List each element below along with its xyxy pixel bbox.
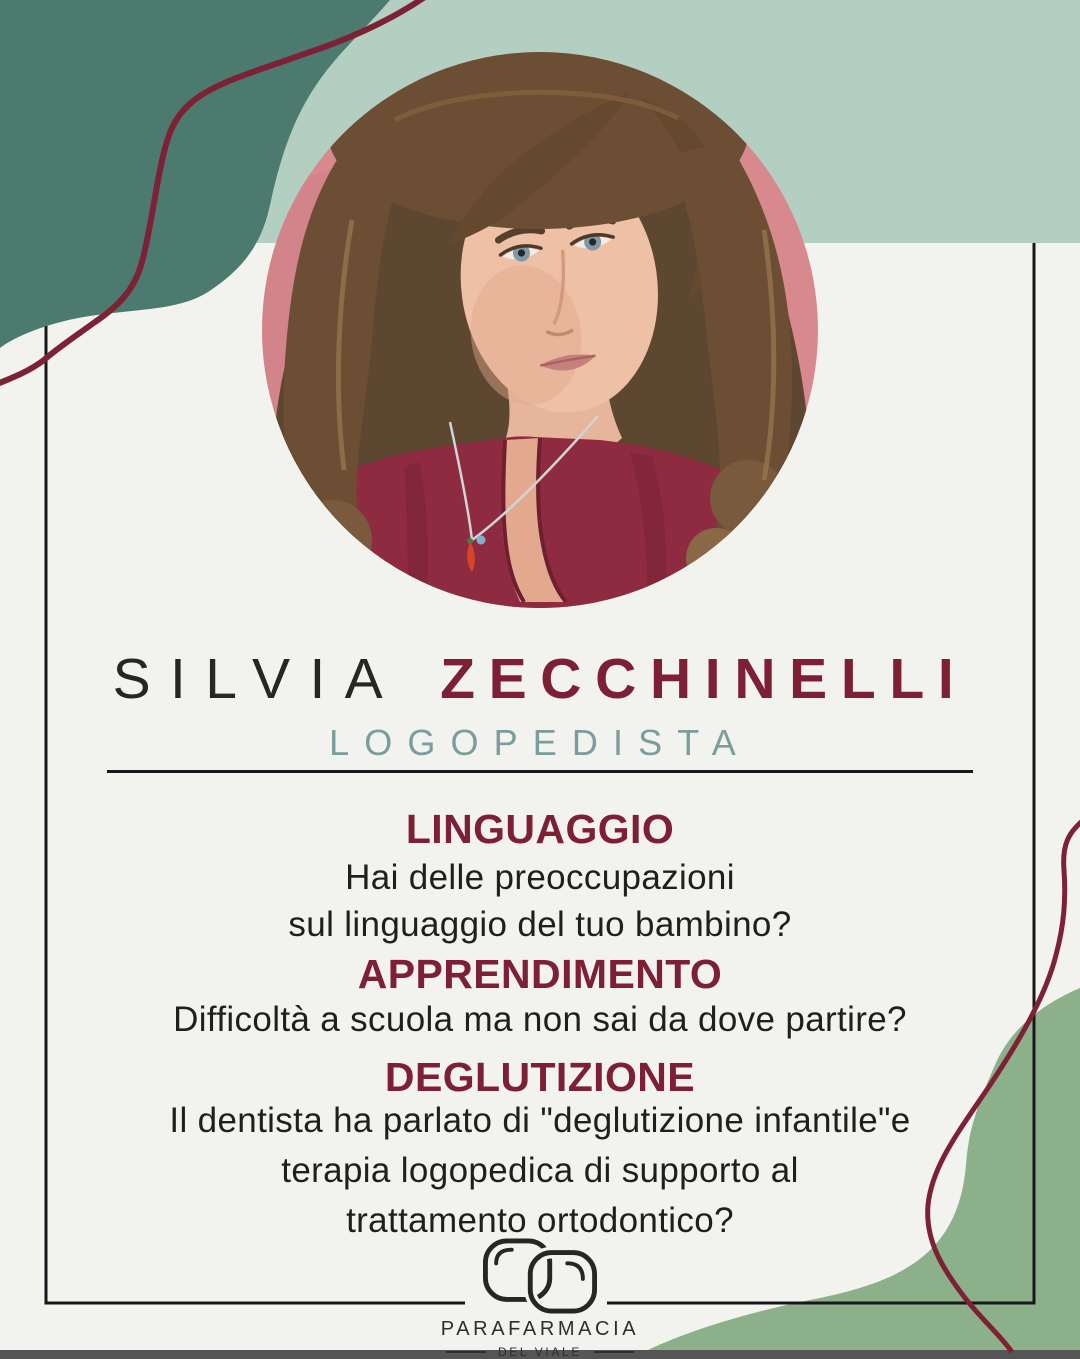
section-line: Hai delle preoccupazioni bbox=[345, 858, 735, 897]
section-title-linguaggio: LINGUAGGIO bbox=[405, 806, 675, 852]
divider-line bbox=[107, 770, 973, 773]
section-title-apprendimento: APPRENDIMENTO bbox=[357, 951, 723, 997]
pharmacy-monogram-icon bbox=[481, 1238, 599, 1314]
section-title-deglutizione: DEGLUTIZIONE bbox=[384, 1054, 696, 1100]
logo-dash-right bbox=[594, 1351, 634, 1353]
pharmacy-name: PARAFARMACIA bbox=[440, 1318, 640, 1340]
section-line: sul linguaggio del tuo bambino? bbox=[288, 905, 792, 944]
pharmacy-subname-row bbox=[446, 1345, 634, 1359]
last-name: ZECCHINELLI bbox=[440, 647, 968, 711]
pharmacy-logo bbox=[0, 1238, 1080, 1359]
section-line: Difficoltà a scuola ma non sai da dove partire? bbox=[173, 1000, 907, 1039]
section-line: trattamento ortodontico? bbox=[346, 1201, 734, 1240]
profile-name bbox=[0, 646, 1080, 712]
section-line: terapia logopedica di supporto al bbox=[281, 1151, 799, 1190]
section-line: Il dentista ha parlato di "deglutizione infantile"e bbox=[169, 1101, 911, 1140]
pharmacy-subname: DEL VIALE bbox=[497, 1345, 582, 1359]
profile-role: LOGOPEDISTA bbox=[329, 722, 751, 763]
logo-dash-left bbox=[446, 1351, 486, 1353]
first-name: SILVIA bbox=[112, 647, 403, 711]
